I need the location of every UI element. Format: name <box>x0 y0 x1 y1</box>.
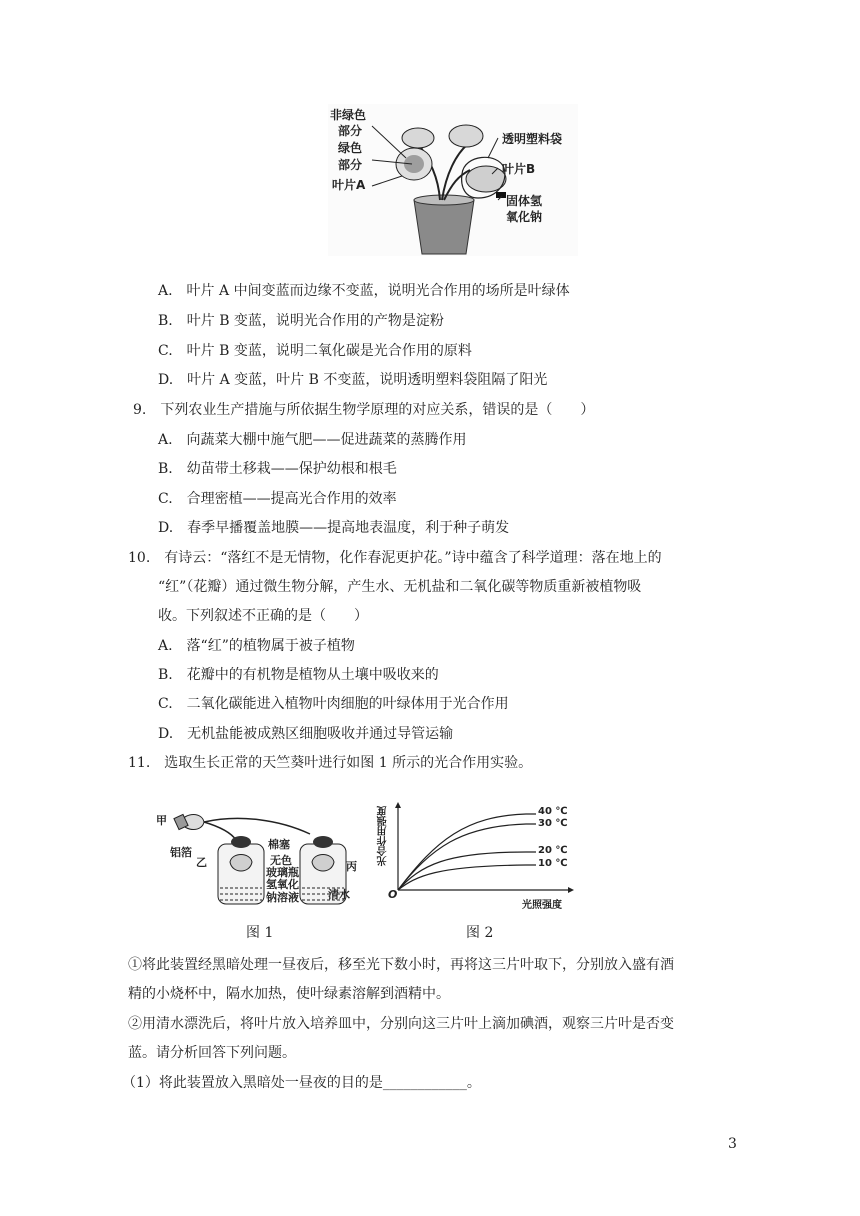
fig1-label-bing: 丙 <box>346 860 357 873</box>
q9-option-a: A. 向蔬菜大棚中施气肥——促进蔬菜的蒸腾作用 <box>158 432 467 448</box>
fig2-curve-20: 20 ℃ <box>538 845 568 856</box>
fig1-label-naoh-1: 氢氧化 <box>266 878 299 891</box>
q8-option-d: D. 叶片 A 变蓝，叶片 B 不变蓝，说明透明塑料袋阻隔了阳光 <box>158 372 548 388</box>
label-leaf-a: 叶片A <box>332 178 366 192</box>
q8-option-a: A. 叶片 A 中间变蓝而边缘不变蓝，说明光合作用的场所是叶绿体 <box>158 283 570 299</box>
q10-option-a: A. 落“红”的植物属于被子植物 <box>158 638 355 654</box>
q10-option-d: D. 无机盐能被成熟区细胞吸收并通过导管运输 <box>158 726 454 742</box>
q11-stem: 11. 选取生长正常的天竺葵叶进行如图 1 所示的光合作用实验。 <box>128 755 533 771</box>
q9-option-c: C. 合理密植——提高光合作用的效率 <box>158 491 397 507</box>
fig1-label-naoh-2: 钠溶液 <box>266 891 299 904</box>
figure-1-caption: 图 1 <box>246 925 274 941</box>
q11-subquestion-1: （1）将此装置放入黑暗处一昼夜的目的是____________。 <box>122 1075 481 1091</box>
q10-option-b: B. 花瓣中的有机物是植物从土壤中吸收来的 <box>158 667 439 683</box>
q10-stem-line-1: 10. 有诗云：“落红不是无情物，化作春泥更护花。”诗中蕴含了科学道理：落在地上的 <box>128 550 662 566</box>
fig2-curve-10: 10 ℃ <box>538 858 568 869</box>
fig1-label-foil: 铝箔 <box>170 846 192 859</box>
q11-step-1-line-1: ①将此装置经黑暗处理一昼夜后，移至光下数小时，再将这三片叶取下，分别放入盛有酒 <box>128 957 674 973</box>
fig1-label-cork: 棉塞 <box>268 838 290 851</box>
fig2-xlabel: 光照强度 <box>522 900 562 911</box>
label-green: 绿色 <box>338 141 363 155</box>
label-part-2: 部分 <box>338 158 363 172</box>
fig1-label-bottle-2: 玻璃瓶 <box>266 866 299 879</box>
label-plastic-bag: 透明塑料袋 <box>502 132 563 146</box>
q10-stem-line-2: “红”（花瓣）通过微生物分解，产生水、无机盐和二氧化碳等物质重新被植物吸 <box>158 579 642 595</box>
label-naoh-1: 固体氢 <box>506 194 543 208</box>
fig2-curve-40: 40 ℃ <box>538 806 568 817</box>
fig2-origin: O <box>388 888 398 901</box>
fig1-label-water: 清水 <box>328 888 350 901</box>
label-leaf-b: 叶片B <box>502 162 536 176</box>
plant-experiment-figure <box>328 104 578 256</box>
fig2-curve-30: 30 ℃ <box>538 818 568 829</box>
fig1-label-jia: 甲 <box>156 814 167 827</box>
figure-1-apparatus <box>150 800 360 912</box>
q8-option-b: B. 叶片 B 变蓝，说明光合作用的产物是淀粉 <box>158 313 444 329</box>
fig1-label-yi: 乙 <box>196 856 207 869</box>
figure-2-caption: 图 2 <box>466 925 494 941</box>
q8-option-c: C. 叶片 B 变蓝，说明二氧化碳是光合作用的原料 <box>158 343 472 359</box>
q9-option-b: B. 幼苗带土移栽——保护幼根和根毛 <box>158 461 397 477</box>
q9-stem: 9. 下列农业生产措施与所依据生物学原理的对应关系，错误的是（ ） <box>133 402 595 418</box>
label-nongreen: 非绿色 <box>330 108 367 122</box>
q10-stem-line-3: 收。下列叙述不正确的是（ ） <box>158 608 368 624</box>
fig2-ylabel: 光合作用强度 <box>378 806 389 866</box>
q11-step-2-line-2: 蓝。请分析回答下列问题。 <box>128 1045 296 1061</box>
q11-step-2-line-1: ②用清水漂洗后，将叶片放入培养皿中，分别向这三片叶上滴加碘酒，观察三片叶是否变 <box>128 1016 674 1032</box>
q10-option-c: C. 二氧化碳能进入植物叶肉细胞的叶绿体用于光合作用 <box>158 696 509 712</box>
figure-2-graph <box>376 800 576 910</box>
plant-drawing <box>328 104 578 256</box>
fig1-label-bottle-1: 无色 <box>270 854 292 867</box>
q11-step-1-line-2: 精的小烧杯中，隔水加热，使叶绿素溶解到酒精中。 <box>128 986 450 1002</box>
q9-option-d: D. 春季早播覆盖地膜——提高地表温度，利于种子萌发 <box>158 520 510 536</box>
label-part-1: 部分 <box>338 124 363 138</box>
label-naoh-2: 氧化钠 <box>506 210 543 224</box>
page-number: 3 <box>728 1136 737 1152</box>
